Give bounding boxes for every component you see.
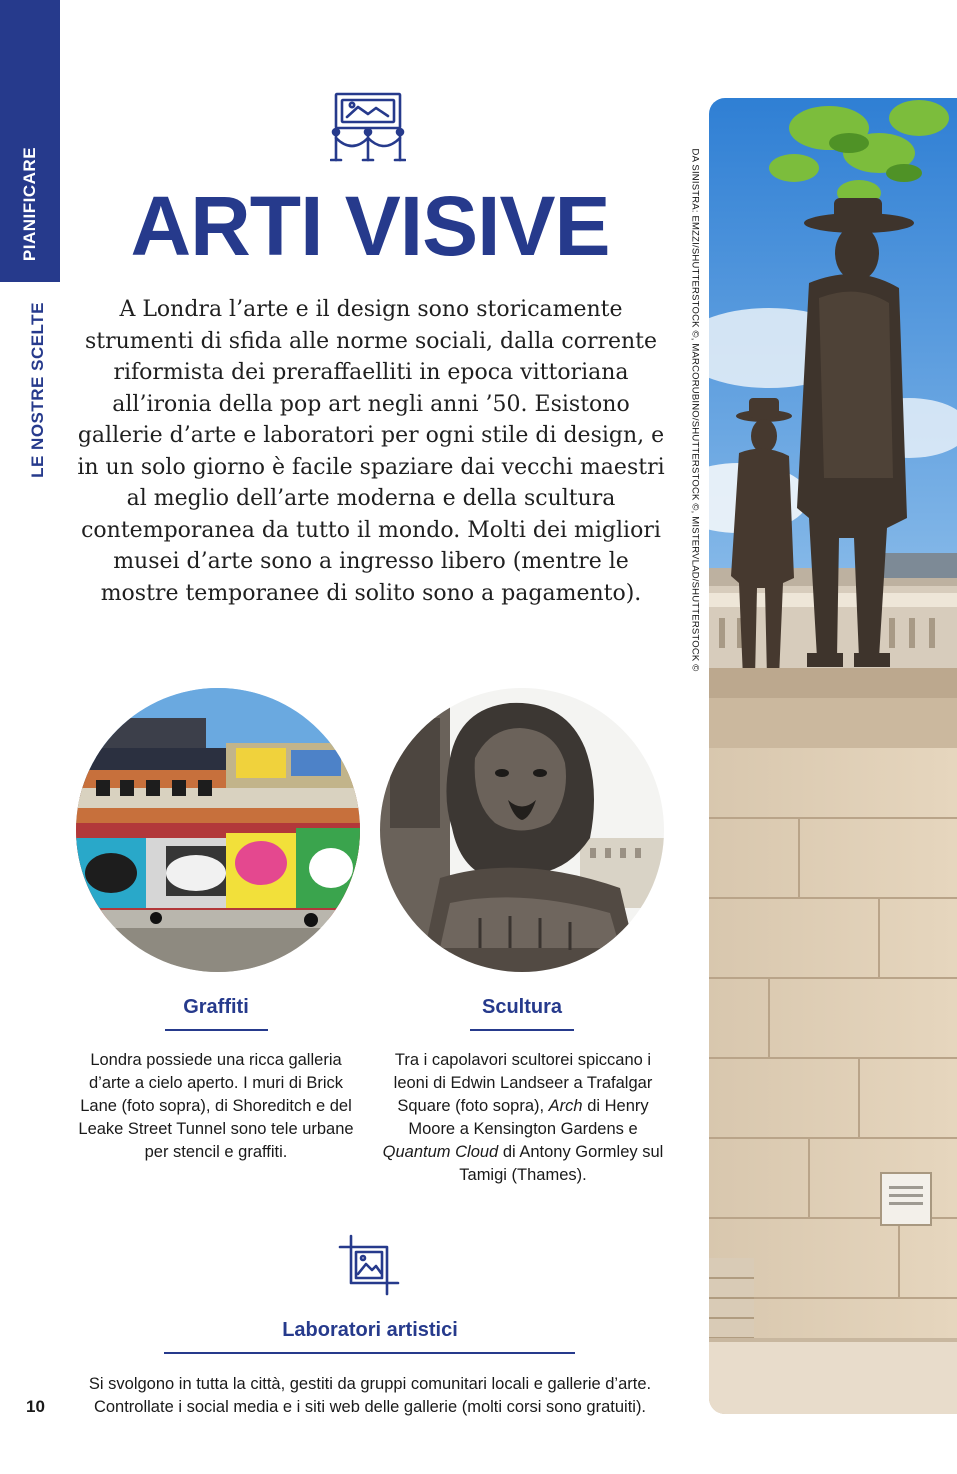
sculpture-text-part: di Henry Moore a Kensington Gardens e <box>408 1097 649 1138</box>
graffiti-section-title: Graffiti <box>183 996 249 1018</box>
cropped-picture-icon <box>338 1234 402 1296</box>
sidebar-section-label: PIANIFICARE <box>20 146 39 262</box>
sculpture-artwork-title: Quantum Cloud <box>382 1143 499 1161</box>
sidebar-section-tab[interactable] <box>0 0 60 282</box>
sculpture-artwork-title: Arch <box>548 1097 583 1115</box>
photo-credit: DA SINISTRA: EMZZI/SHUTTERSTOCK ©, MARCORUBINO/SHUTTERSTOCK ©, MISTERVLAD/SHUTTERSTOCK © <box>689 148 701 672</box>
intro-paragraph: A Londra l’arte e il design sono storicamente strumenti di sfida alle norme sociali, dalla corrente riformista dei preraffaelliti in epoca vittoriana all’ironia della pop art negli anni ’50. Esistono gallerie d’arte e laboratori per ogni stile di design, e in un solo giorno è facile spaziare dai vecchi maestri al meglio dell’arte moderna e della scultura contemporanea da tutto il mondo. Molti dei migliori musei d’arte sono a ingresso libero (mentre le mostre temporanee di solito sono a pagamento). <box>77 297 665 606</box>
sculpture-text-part: di Antony Gormley sul Tamigi (Thames). <box>459 1143 664 1184</box>
lion-sculpture-photo <box>380 688 664 972</box>
page-title: ARTI VISIVE <box>130 179 610 273</box>
graffiti-section-divider <box>165 1029 268 1031</box>
framed-picture-gallery-icon <box>330 92 406 168</box>
workshops-section-title: Laboratori artistici <box>282 1319 458 1341</box>
graffiti-wall-photo <box>76 688 360 972</box>
sculpture-section-divider <box>470 1029 574 1031</box>
workshops-section-text: Si svolgono in tutta la città, gestiti da gruppi comunitari locali e gallerie d’arte. Controllate i social media e i siti web delle gallerie (molti corsi sono gratuiti). <box>88 1375 652 1416</box>
sculpture-section-title: Scultura <box>481 996 563 1018</box>
graffiti-section-text: Londra possiede una ricca galleria d’arte a cielo aperto. I muri di Brick Lane (foto sopra), di Shoreditch e del Leake Street Tunnel sono tele urbane per stencil e graffiti. <box>78 1051 354 1161</box>
sidebar-subsection-label: LE NOSTRE SCELTE <box>28 302 47 478</box>
sculpture-section-text <box>381 1049 665 1187</box>
sculpture-text-part: Tra i capolavori scultorei spiccano i leoni di Edwin Landseer a Trafalgar Square (foto sopra), <box>393 1051 653 1115</box>
workshops-section-divider <box>164 1352 575 1354</box>
statue-photo <box>709 98 957 1414</box>
page-number: 10 <box>26 1397 45 1416</box>
